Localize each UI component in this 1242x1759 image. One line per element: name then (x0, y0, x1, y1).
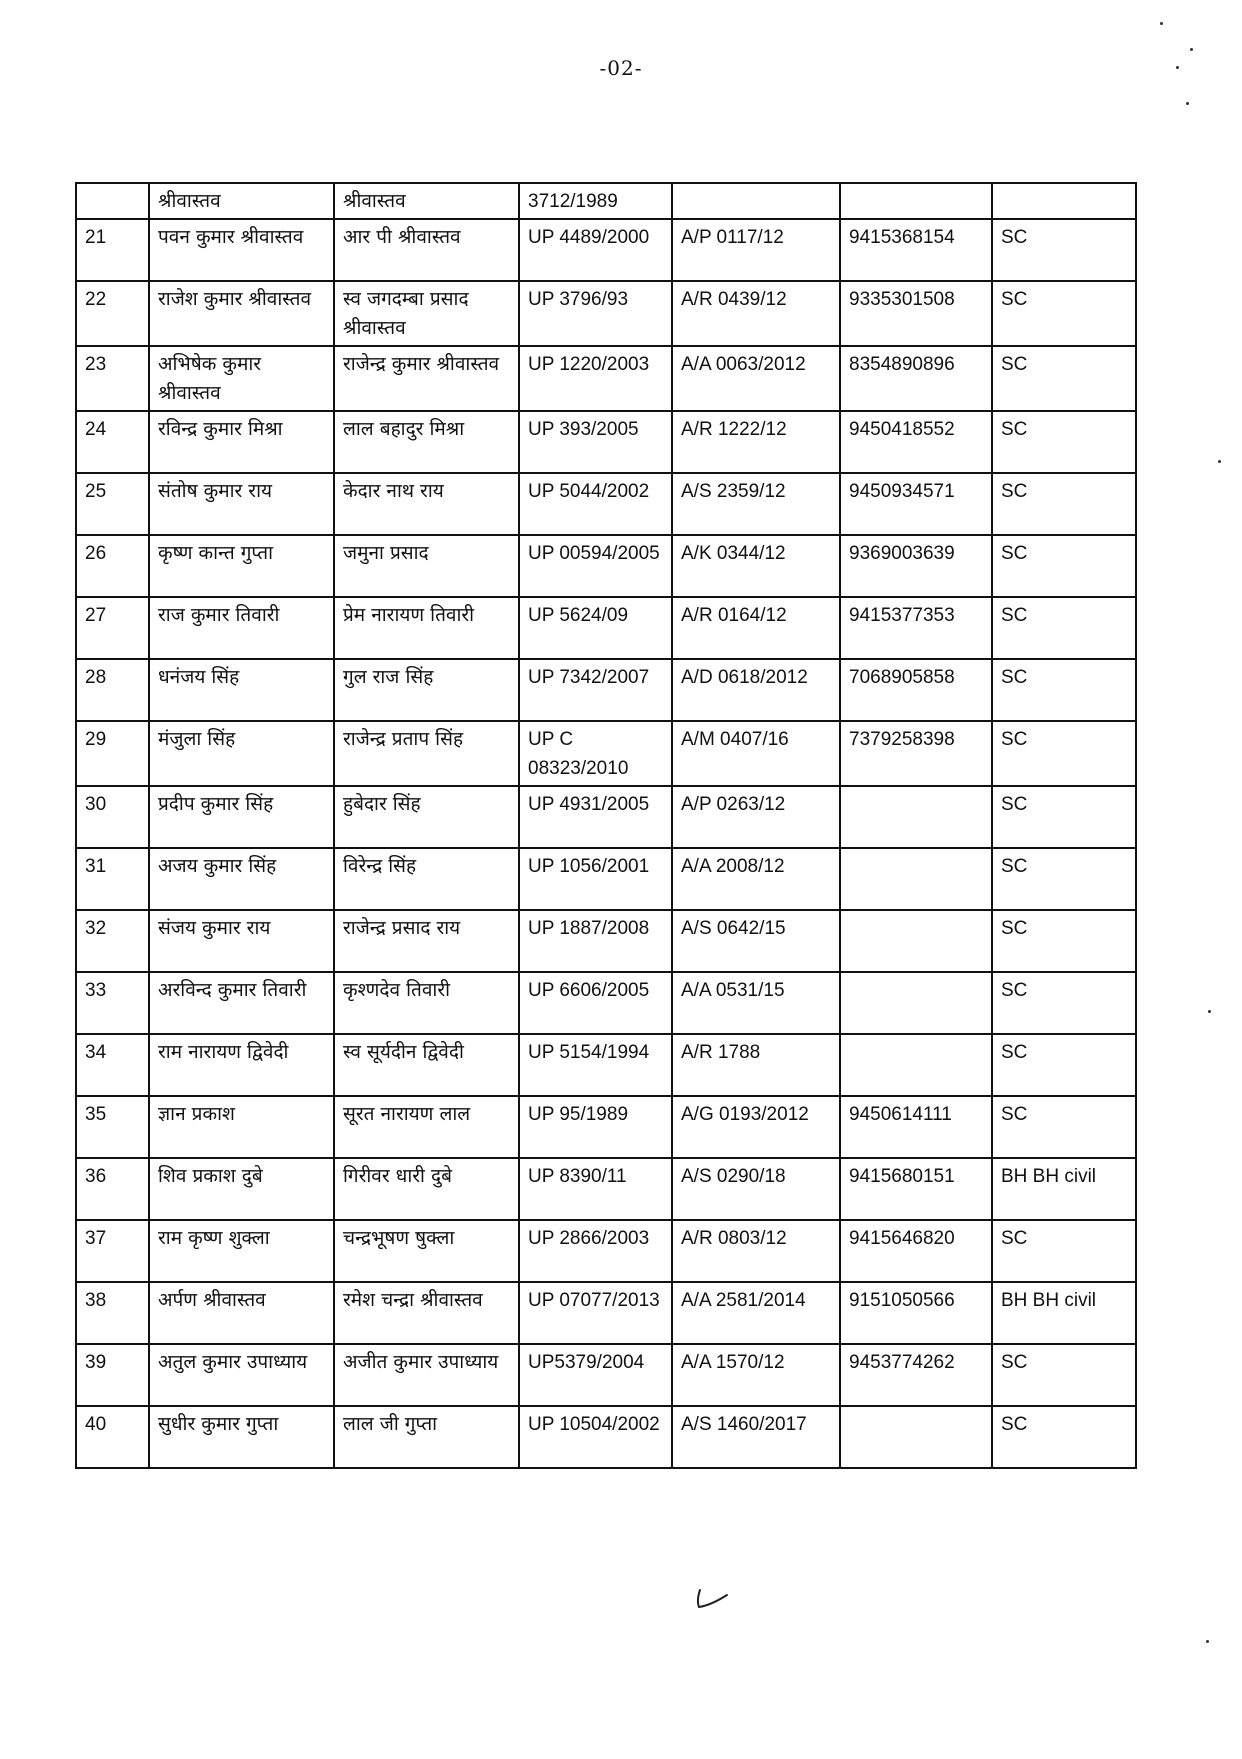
cell-serial-number: 39 (76, 1344, 149, 1406)
scan-speck (1190, 48, 1193, 51)
cell-name: अतुल कुमार उपाध्याय (149, 1344, 334, 1406)
cell-registration-number: UP C 08323/2010 (519, 721, 672, 786)
table-row (76, 721, 1136, 786)
cell-name: अरविन्द कुमार तिवारी (149, 972, 334, 1034)
cell-name: संजय कुमार राय (149, 910, 334, 972)
cell-mobile: 7379258398 (840, 721, 992, 786)
cell-mobile (840, 1406, 992, 1468)
cell-serial-number: 27 (76, 597, 149, 659)
cell-name: रविन्द्र कुमार मिश्रा (149, 411, 334, 473)
cell-registration-number: UP 6606/2005 (519, 972, 672, 1034)
scan-speck (1176, 66, 1179, 69)
cell-code: A/R 0439/12 (672, 281, 840, 346)
table-row (76, 848, 1136, 910)
cell-name: राज कुमार तिवारी (149, 597, 334, 659)
cell-mobile: 9450934571 (840, 473, 992, 535)
cell-name: ज्ञान प्रकाश (149, 1096, 334, 1158)
cell-registration-number: UP 7342/2007 (519, 659, 672, 721)
cell-code (672, 183, 840, 219)
cell-name: कृष्ण कान्त गुप्ता (149, 535, 334, 597)
cell-remark: BH BH civil (992, 1158, 1136, 1220)
cell-registration-number: 3712/1989 (519, 183, 672, 219)
cell-remark: SC (992, 1034, 1136, 1096)
cell-registration-number: UP 3796/93 (519, 281, 672, 346)
table-row (76, 1096, 1136, 1158)
cell-mobile: 9369003639 (840, 535, 992, 597)
table-row (76, 346, 1136, 411)
cell-father-name: राजेन्द्र कुमार श्रीवास्तव (334, 346, 519, 411)
cell-father-name: राजेन्द्र प्रताप सिंह (334, 721, 519, 786)
cell-registration-number: UP 1887/2008 (519, 910, 672, 972)
cell-serial-number: 25 (76, 473, 149, 535)
scan-speck (1206, 1640, 1209, 1643)
cell-remark: SC (992, 346, 1136, 411)
cell-father-name: प्रेम नारायण तिवारी (334, 597, 519, 659)
cell-remark: SC (992, 597, 1136, 659)
cell-mobile (840, 972, 992, 1034)
cell-name: अर्पण श्रीवास्तव (149, 1282, 334, 1344)
cell-remark: SC (992, 1220, 1136, 1282)
table-row (76, 597, 1136, 659)
cell-father-name: राजेन्द्र प्रसाद राय (334, 910, 519, 972)
cell-father-name: गुल राज सिंह (334, 659, 519, 721)
cell-serial-number: 28 (76, 659, 149, 721)
cell-code: A/D 0618/2012 (672, 659, 840, 721)
cell-serial-number: 32 (76, 910, 149, 972)
cell-mobile: 9415368154 (840, 219, 992, 281)
cell-father-name: चन्द्रभूषण षुक्ला (334, 1220, 519, 1282)
cell-registration-number: UP 10504/2002 (519, 1406, 672, 1468)
cell-name: अभिषेक कुमार श्रीवास्तव (149, 346, 334, 411)
cell-mobile: 9450614111 (840, 1096, 992, 1158)
scan-speck (1218, 460, 1221, 463)
cell-code: A/A 1570/12 (672, 1344, 840, 1406)
cell-father-name: स्व जगदम्बा प्रसाद श्रीवास्तव (334, 281, 519, 346)
cell-name: शिव प्रकाश दुबे (149, 1158, 334, 1220)
cell-remark: SC (992, 1344, 1136, 1406)
cell-registration-number: UP 1056/2001 (519, 848, 672, 910)
cell-remark: SC (992, 535, 1136, 597)
page-number: -02- (599, 56, 643, 80)
cell-registration-number: UP 95/1989 (519, 1096, 672, 1158)
cell-mobile (840, 786, 992, 848)
cell-serial-number: 35 (76, 1096, 149, 1158)
cell-code: A/A 2008/12 (672, 848, 840, 910)
cell-name: राम नारायण द्विवेदी (149, 1034, 334, 1096)
cell-mobile (840, 183, 992, 219)
cell-father-name: सूरत नारायण लाल (334, 1096, 519, 1158)
cell-code: A/S 0642/15 (672, 910, 840, 972)
table-row (76, 1220, 1136, 1282)
table-row (76, 1282, 1136, 1344)
cell-code: A/R 0803/12 (672, 1220, 840, 1282)
cell-code: A/S 1460/2017 (672, 1406, 840, 1468)
cell-code: A/M 0407/16 (672, 721, 840, 786)
cell-father-name: अजीत कुमार उपाध्याय (334, 1344, 519, 1406)
table-row (76, 219, 1136, 281)
table-row (76, 411, 1136, 473)
cell-father-name: आर पी श्रीवास्तव (334, 219, 519, 281)
table-row (76, 972, 1136, 1034)
cell-serial-number (76, 183, 149, 219)
cell-name: सुधीर कुमार गुप्ता (149, 1406, 334, 1468)
cell-remark: SC (992, 281, 1136, 346)
cell-name: राम कृष्ण शुक्ला (149, 1220, 334, 1282)
cell-father-name: हुबेदार सिंह (334, 786, 519, 848)
cell-code: A/G 0193/2012 (672, 1096, 840, 1158)
cell-serial-number: 34 (76, 1034, 149, 1096)
cell-remark (992, 183, 1136, 219)
cell-serial-number: 23 (76, 346, 149, 411)
cell-serial-number: 30 (76, 786, 149, 848)
cell-registration-number: UP 8390/11 (519, 1158, 672, 1220)
cell-serial-number: 38 (76, 1282, 149, 1344)
table-row (76, 1406, 1136, 1468)
cell-father-name: केदार नाथ राय (334, 473, 519, 535)
cell-code: A/A 0531/15 (672, 972, 840, 1034)
cell-mobile: 9453774262 (840, 1344, 992, 1406)
cell-name: प्रदीप कुमार सिंह (149, 786, 334, 848)
cell-registration-number: UP 00594/2005 (519, 535, 672, 597)
cell-code: A/R 1788 (672, 1034, 840, 1096)
cell-name: धनंजय सिंह (149, 659, 334, 721)
scan-speck (1160, 22, 1163, 25)
cell-serial-number: 22 (76, 281, 149, 346)
cell-code: A/R 1222/12 (672, 411, 840, 473)
cell-mobile (840, 848, 992, 910)
cell-father-name: लाल बहादुर मिश्रा (334, 411, 519, 473)
cell-mobile: 7068905858 (840, 659, 992, 721)
cell-remark: SC (992, 219, 1136, 281)
cell-serial-number: 40 (76, 1406, 149, 1468)
cell-registration-number: UP 5044/2002 (519, 473, 672, 535)
cell-mobile: 8354890896 (840, 346, 992, 411)
scan-speck (1186, 102, 1189, 105)
cell-father-name: श्रीवास्तव (334, 183, 519, 219)
cell-remark: SC (992, 411, 1136, 473)
table-row (76, 535, 1136, 597)
table-row (76, 786, 1136, 848)
scan-speck (1208, 1010, 1211, 1013)
cell-registration-number: UP 393/2005 (519, 411, 672, 473)
cell-name: श्रीवास्तव (149, 183, 334, 219)
cell-code: A/A 0063/2012 (672, 346, 840, 411)
table-row (76, 1034, 1136, 1096)
cell-mobile: 9151050566 (840, 1282, 992, 1344)
cell-registration-number: UP 2866/2003 (519, 1220, 672, 1282)
table-row (76, 910, 1136, 972)
cell-father-name: जमुना प्रसाद (334, 535, 519, 597)
cell-father-name: कृश्णदेव तिवारी (334, 972, 519, 1034)
cell-mobile (840, 1034, 992, 1096)
cell-serial-number: 21 (76, 219, 149, 281)
cell-name: मंजुला सिंह (149, 721, 334, 786)
cell-code: A/A 2581/2014 (672, 1282, 840, 1344)
cell-father-name: विरेन्द्र सिंह (334, 848, 519, 910)
cell-father-name: गिरीवर धारी दुबे (334, 1158, 519, 1220)
cell-code: A/R 0164/12 (672, 597, 840, 659)
cell-name: राजेश कुमार श्रीवास्तव (149, 281, 334, 346)
cell-remark: SC (992, 1096, 1136, 1158)
table-row-continuation (76, 183, 1136, 219)
cell-remark: SC (992, 721, 1136, 786)
cell-serial-number: 26 (76, 535, 149, 597)
cell-name: संतोष कुमार राय (149, 473, 334, 535)
advocate-list-table (75, 182, 1137, 1469)
cell-registration-number: UP 1220/2003 (519, 346, 672, 411)
cell-registration-number: UP5379/2004 (519, 1344, 672, 1406)
cell-registration-number: UP 4489/2000 (519, 219, 672, 281)
cell-mobile: 9450418552 (840, 411, 992, 473)
cell-remark: SC (992, 659, 1136, 721)
initial-mark (694, 1588, 730, 1610)
cell-code: A/K 0344/12 (672, 535, 840, 597)
cell-serial-number: 37 (76, 1220, 149, 1282)
cell-serial-number: 29 (76, 721, 149, 786)
cell-father-name: लाल जी गुप्ता (334, 1406, 519, 1468)
table-row (76, 473, 1136, 535)
cell-serial-number: 36 (76, 1158, 149, 1220)
cell-code: A/S 0290/18 (672, 1158, 840, 1220)
cell-serial-number: 24 (76, 411, 149, 473)
cell-registration-number: UP 4931/2005 (519, 786, 672, 848)
cell-mobile: 9335301508 (840, 281, 992, 346)
cell-father-name: स्व सूर्यदीन द्विवेदी (334, 1034, 519, 1096)
cell-remark: SC (992, 972, 1136, 1034)
cell-registration-number: UP 5154/1994 (519, 1034, 672, 1096)
cell-mobile: 9415646820 (840, 1220, 992, 1282)
cell-father-name: रमेश चन्द्रा श्रीवास्तव (334, 1282, 519, 1344)
cell-code: A/S 2359/12 (672, 473, 840, 535)
cell-remark: SC (992, 473, 1136, 535)
cell-remark: SC (992, 848, 1136, 910)
cell-mobile (840, 910, 992, 972)
table-row (76, 281, 1136, 346)
cell-serial-number: 33 (76, 972, 149, 1034)
cell-remark: BH BH civil (992, 1282, 1136, 1344)
table-row (76, 1158, 1136, 1220)
cell-mobile: 9415377353 (840, 597, 992, 659)
cell-remark: SC (992, 786, 1136, 848)
table-row (76, 659, 1136, 721)
cell-name: अजय कुमार सिंह (149, 848, 334, 910)
cell-remark: SC (992, 910, 1136, 972)
cell-remark: SC (992, 1406, 1136, 1468)
cell-name: पवन कुमार श्रीवास्तव (149, 219, 334, 281)
cell-code: A/P 0263/12 (672, 786, 840, 848)
cell-registration-number: UP 07077/2013 (519, 1282, 672, 1344)
cell-serial-number: 31 (76, 848, 149, 910)
table-row (76, 1344, 1136, 1406)
cell-code: A/P 0117/12 (672, 219, 840, 281)
cell-registration-number: UP 5624/09 (519, 597, 672, 659)
cell-mobile: 9415680151 (840, 1158, 992, 1220)
